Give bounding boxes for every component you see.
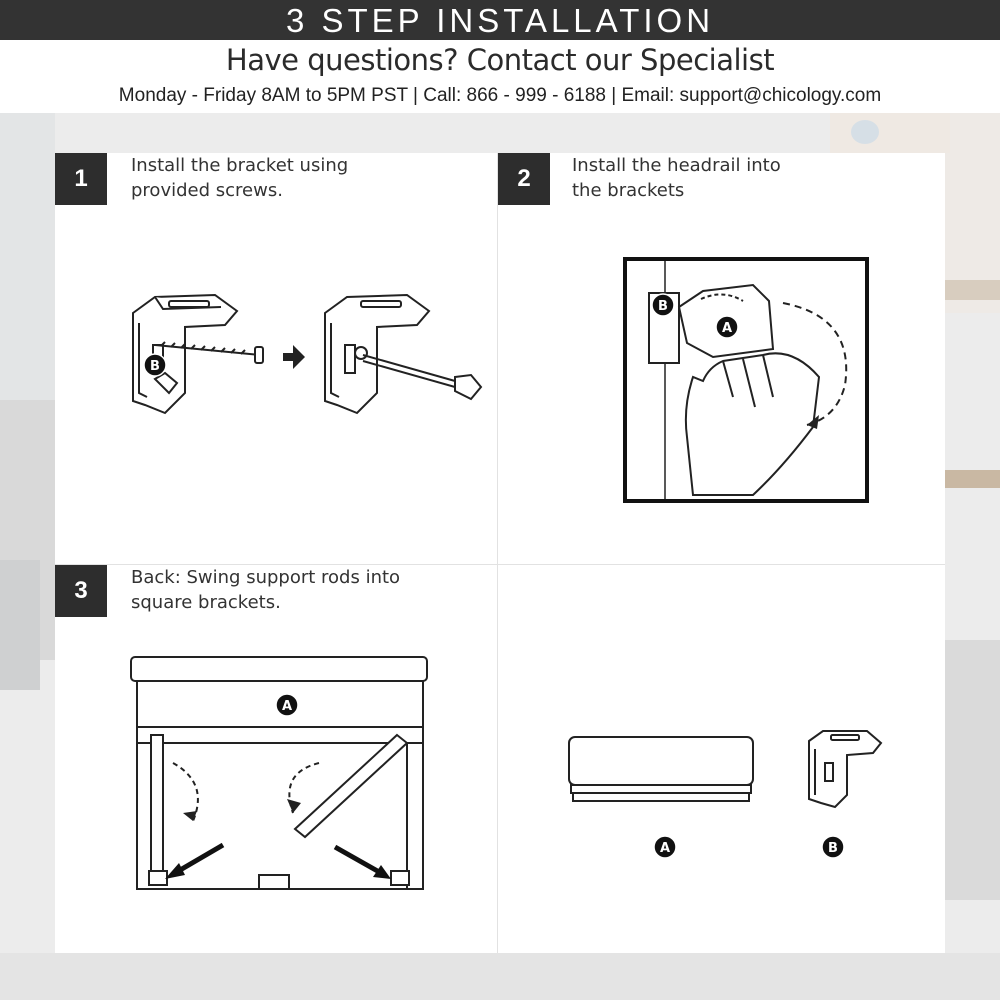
callout-a-step2 (716, 316, 738, 338)
callout-b-part (822, 836, 844, 858)
callout-b-step2 (652, 294, 674, 316)
callout-a-step3 (276, 694, 298, 716)
step-2-line-2: the brackets (572, 180, 685, 201)
square-bracket-right (391, 871, 409, 885)
step-2-illustration (623, 257, 871, 505)
step-2-line-1: Install the headrail into (572, 155, 781, 176)
svg-text:A: A (281, 699, 293, 714)
vertical-divider (497, 153, 498, 953)
instructions-panel (55, 153, 945, 953)
callout-b-label: B (150, 359, 160, 374)
step-3-instruction (131, 565, 400, 615)
headrail-part-icon (569, 737, 753, 801)
step-1-instruction (131, 153, 348, 203)
step-3-illustration (129, 653, 433, 893)
parts-illustration (565, 725, 905, 865)
svg-text:B: B (658, 299, 668, 314)
step-2-instruction (572, 153, 781, 203)
square-bracket-left (149, 871, 167, 885)
headrail-top (131, 657, 427, 681)
step-1-line-2: provided screws. (131, 180, 283, 201)
contact-info: Monday - Friday 8AM to 5PM PST | Call: 866 - 999 - 6188 | Email: support@chicology.com (118, 85, 882, 106)
step-1-illustration (125, 283, 495, 423)
step-1-number: 1 (55, 153, 107, 205)
page-title: 3 STEP INSTALLATION (0, 0, 1000, 40)
bracket-with-screw-icon (133, 295, 237, 413)
contact-banner (0, 40, 1000, 113)
callout-b-step1 (144, 354, 166, 376)
step-3-line-2: square brackets. (131, 592, 281, 613)
contact-headline: Have questions? Contact our Specialist (225, 43, 775, 77)
callout-a-part (654, 836, 676, 858)
arrow-right-icon (283, 345, 305, 369)
svg-text:A: A (721, 321, 733, 336)
bracket-part-icon (809, 731, 881, 807)
step-2-number: 2 (498, 153, 550, 205)
svg-text:B: B (828, 841, 838, 856)
step-1-line-1: Install the bracket using (131, 155, 349, 176)
step-3-number: 3 (55, 565, 107, 617)
support-rod-left (151, 735, 163, 875)
svg-text:A: A (659, 841, 671, 856)
step-3-line-1: Back: Swing support rods into (131, 567, 401, 588)
bracket-with-screwdriver-icon (325, 295, 481, 413)
